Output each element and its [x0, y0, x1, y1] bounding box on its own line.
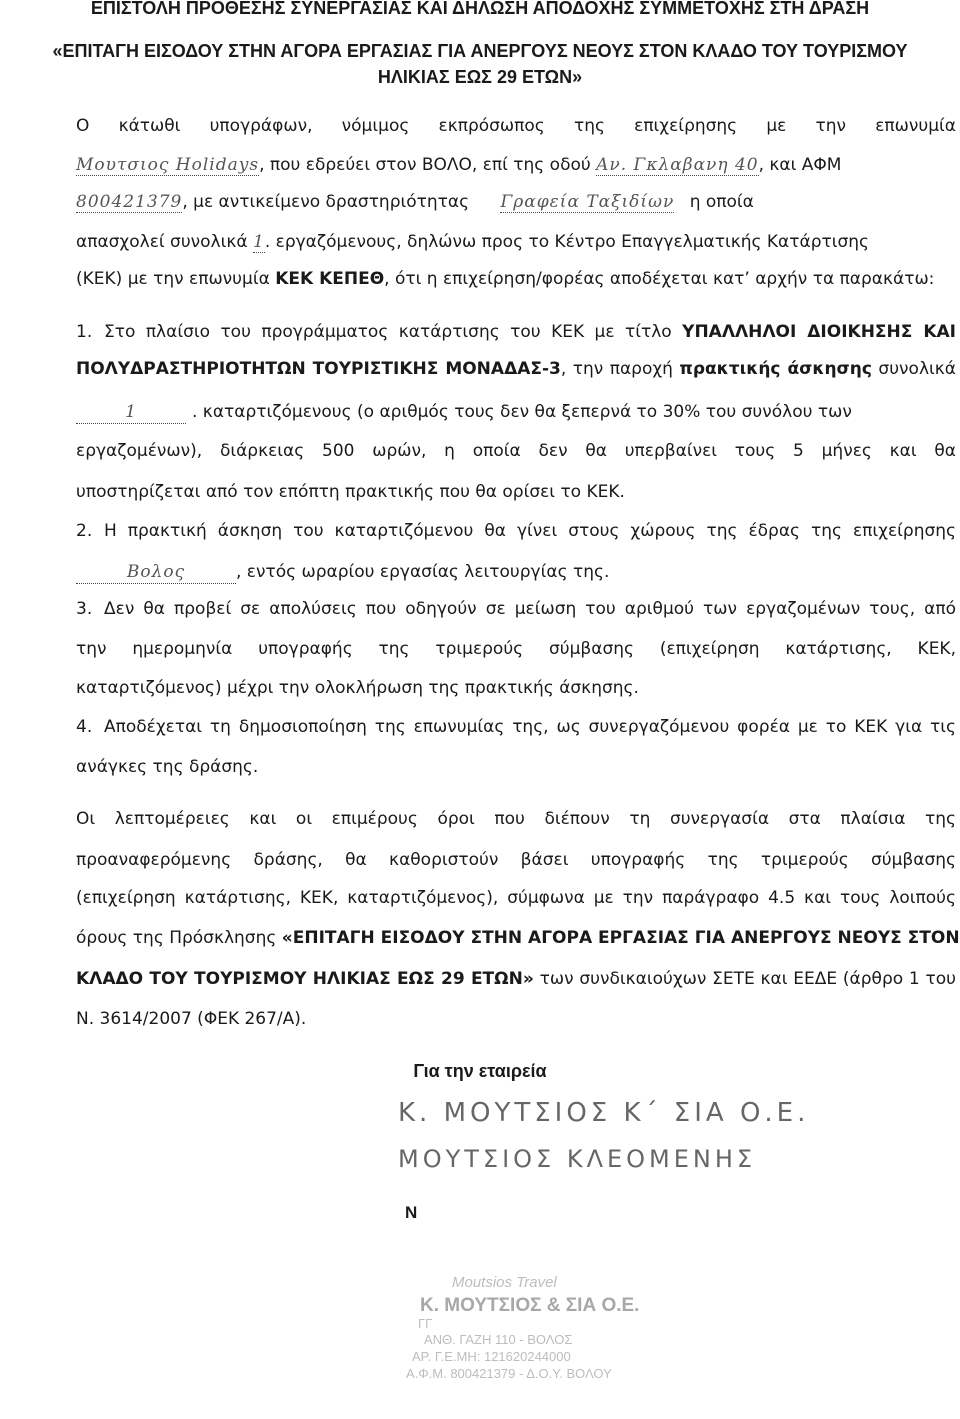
action-title-line1: «ΕΠΙΤΑΓΗ ΕΙΣΟΔΟΥ ΣΤΗΝ ΑΓΟΡΑ ΕΡΓΑΣΙΑΣ ΓΙΑ ΑΝΕΡΓΟΥΣ ΝΕΟΥΣ ΣΤΟΝ ΚΛΑΔΟ ΤΟΥ ΤΟΥΡΙΣΜΟΥ — [52, 41, 908, 61]
item-1-line-1-text: Στο πλαίσιο του προγράμματος κατάρτισης του ΚΕΚ με τίτλο — [104, 322, 683, 342]
action-title-line2: ΗΛΙΚΙΑΣ ΕΩΣ 29 ΕΤΩΝ» — [377, 67, 583, 87]
item-1-line-2 — [76, 358, 956, 380]
item-1-line-2-end: συνολικά — [871, 359, 956, 379]
intro-line-5 — [76, 268, 956, 290]
handwritten-company-signature: Κ. ΜΟΥΤΣΙΟΣ Κ΄ ΣΙΑ Ο.Ε. — [398, 1098, 810, 1128]
item-1-line-5: υποστηρίζεται από τον επόπτη πρακτικής που θα ορίσει το ΚΕΚ. — [76, 482, 625, 502]
intro-line-2-end: , και ΑΦΜ — [758, 155, 842, 175]
closing-line-4-start: όρους της Πρόσκλησης — [76, 928, 282, 948]
n-label: N — [405, 1203, 418, 1222]
intro-line-5-start: (ΚΕΚ) με την επωνυμία — [76, 269, 276, 289]
employees-handwritten: 1 — [253, 232, 265, 252]
intro-line-2 — [76, 154, 956, 176]
handwritten-representative-signature: ΜΟΥΤΣΙΟΣ ΚΛΕΟΜΕΝΗΣ — [398, 1145, 757, 1173]
item-1-line-4: εργαζομένων), διάρκειας 500 ωρών, η οποία δεν θα υπερβαίνει τους 5 μήνες και θα — [76, 441, 956, 461]
intro-line-4 — [76, 231, 956, 253]
document-title: ΕΠΙΣΤΟΛΗ ΠΡΟΘΕΣΗΣ ΣΥΝΕΡΓΑΣΙΑΣ ΚΑΙ ΔΗΛΩΣΗ ΑΠΟΔΟΧΗΣ ΣΥΜΜΕΤΟΧΗΣ ΣΤΗ ΔΡΑΣΗ — [90, 0, 870, 18]
item-2-line-2 — [76, 561, 956, 584]
call-title-part2: ΚΛΑΔΟ ΤΟΥ ΤΟΥΡΙΣΜΟΥ ΗΛΙΚΙΑΣ ΕΩΣ 29 ΕΤΩΝ» — [76, 969, 534, 989]
closing-line-2: προαναφερόμενης δράσης, θα καθοριστούν βάσει υπογραφής της τριμερούς σύμβασης — [76, 850, 956, 870]
item-3-line-1: Δεν θα προβεί σε απολύσεις που οδηγούν σε μείωση του αριθμού των εργαζομένων τους, από — [104, 599, 956, 619]
item-3-number: 3. — [76, 599, 93, 619]
item-1-number: 1. — [76, 322, 93, 342]
item-2-number: 2. — [76, 521, 93, 541]
item-4-line-1: Αποδέχεται τη δημοσιοποίηση της επωνυμίας της, ως συνεργαζόμενου φορέα με το ΚΕΚ για τις — [104, 717, 956, 737]
closing-line-1: Οι λεπτομέρειες και οι επιμέρους όροι που διέπουν τη συνεργασία στα πλαίσια της — [76, 809, 956, 829]
intro-line-3-end: η οποία — [689, 192, 754, 212]
intro-line-4-start: απασχολεί συνολικά — [76, 232, 248, 252]
program-title-part2: ΠΟΛΥΔΡΑΣΤΗΡΙΟΤΗΤΩΝ ΤΟΥΡΙΣΤΙΚΗΣ ΜΟΝΑΔΑΣ-3 — [76, 359, 561, 379]
intro-line-3-text: , με αντικείμενο δραστηριότητας — [182, 192, 470, 212]
stamp-registry: ΑΡ. Γ.Ε.ΜΗ: 121620244000 — [412, 1349, 571, 1364]
closing-line-3: (επιχείρηση κατάρτισης, ΚΕΚ, καταρτιζόμενος), σύμφωνα με την παράγραφο 4.5 και τους λοιπούς — [76, 888, 956, 908]
intro-line-4-end: . εργαζόμενους, δηλώνω προς το Κέντρο Επαγγελματικής Κατάρτισης — [264, 232, 870, 252]
item-4-line-2: ανάγκες της δράσης. — [76, 757, 259, 777]
call-title-part1: «ΕΠΙΤΑΓΗ ΕΙΣΟΔΟΥ ΣΤΗΝ ΑΓΟΡΑ ΕΡΓΑΣΙΑΣ ΓΙΑ ΑΝΕΡΓΟΥΣ ΝΕΟΥΣ ΣΤΟΝ — [281, 928, 960, 948]
intro-line-3 — [76, 191, 956, 213]
intro-line-2-text: , που εδρεύει στον ΒΟΛΟ, επί της οδού — [259, 155, 591, 175]
item-3-line-2: την ημερομηνία υπογραφής της τριμερούς σύμβασης (επιχείρηση κατάρτισης, ΚΕΚ, — [76, 639, 956, 659]
closing-line-5-end: των συνδικαιούχων ΣΕΤΕ και ΕΕΔΕ (άρθρο 1 του — [533, 969, 956, 989]
company-name-handwritten: Μουτσιος Holidays — [76, 155, 260, 175]
intro-line-1: Ο κάτωθι υπογράφων, νόμιμος εκπρόσωπος της επιχείρησης με την επωνυμία — [76, 116, 956, 136]
practical-training-label: πρακτικής άσκησης — [679, 359, 872, 379]
item-1-line-2-mid: , την παροχή — [560, 359, 680, 379]
afm-handwritten: 800421379 — [76, 192, 183, 212]
stamp-tf: ΓΓ — [418, 1316, 433, 1331]
closing-line-5 — [76, 968, 956, 990]
item-1-line-3 — [76, 401, 956, 424]
stamp-address: ΑΝΘ. ΓΑΖΗ 110 - ΒΟΛΟΣ — [424, 1332, 573, 1347]
item-1-line-3-text: . καταρτιζόμενους (ο αριθμός τους δεν θα ξεπερνά το 30% του συνόλου των — [192, 402, 852, 422]
item-2-line-1: Η πρακτική άσκηση του καταρτιζόμενου θα γίνει στους χώρους της έδρας της επιχείρησης — [104, 521, 956, 541]
stamp-tax-info: Α.Φ.Μ. 800421379 - Δ.Ο.Υ. ΒΟΛΟΥ — [406, 1366, 612, 1381]
place-handwritten: Βολος — [76, 561, 236, 584]
closing-line-4 — [76, 927, 960, 949]
street-handwritten: Αν. Γκλαβανη 40 — [596, 155, 759, 175]
item-1-line-1 — [104, 321, 956, 343]
item-3-line-3: καταρτιζόμενος) μέχρι την ολοκλήρωση της πρακτικής άσκησης. — [76, 678, 639, 698]
closing-line-6: Ν. 3614/2007 (ΦΕΚ 267/Α). — [76, 1009, 307, 1029]
stamp-company-name: Κ. ΜΟΥΤΣΙΟΣ & ΣΙΑ Ο.Ε. — [420, 1295, 640, 1316]
item-2-line-2-text: , εντός ωραρίου εργασίας λειτουργίας της. — [236, 562, 610, 582]
stamp-brand: Moutsios Travel — [452, 1274, 557, 1291]
item-4-number: 4. — [76, 717, 93, 737]
for-company-label: Για την εταιρεία — [413, 1061, 547, 1081]
activity-handwritten: Γραφεία Ταξιδίων — [500, 192, 675, 212]
trainees-handwritten: 1 — [76, 401, 186, 424]
intro-line-5-end: , ότι η επιχείρηση/φορέας αποδέχεται κατ’ αρχήν τα παρακάτω: — [384, 269, 935, 289]
program-title-part1: ΥΠΑΛΛΗΛΟΙ ΔΙΟΙΚΗΣΗΣ ΚΑΙ — [682, 322, 956, 342]
kek-name: ΚΕΚ ΚΕΠΕΘ — [275, 269, 385, 289]
